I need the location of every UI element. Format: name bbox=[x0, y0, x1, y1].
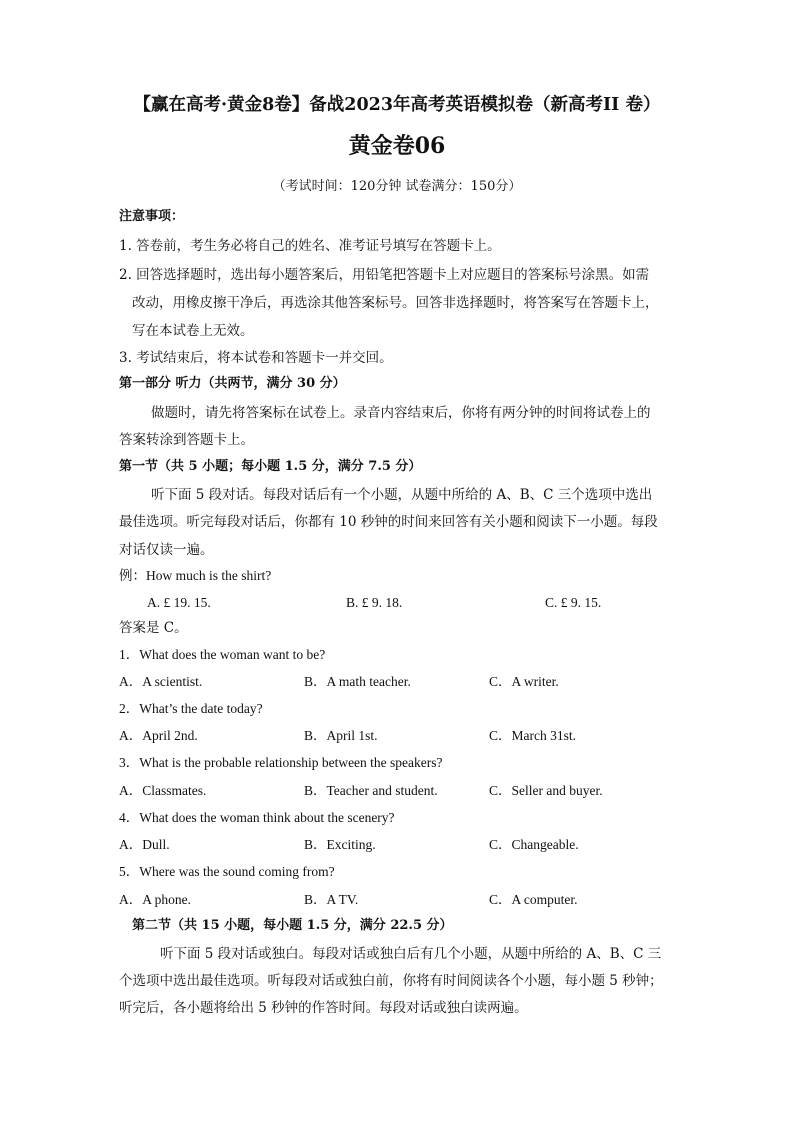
exam-info: （考试时间：120分钟 试卷满分：150分） bbox=[272, 179, 522, 194]
section1-heading: 第一节（共 5 小题；每小题 1.5 分，满分 7.5 分） bbox=[119, 459, 422, 474]
paper-subtitle: 黄金卷06 bbox=[348, 133, 446, 159]
section1-intro-line3: 对话仅读一遍。 bbox=[119, 542, 214, 558]
question-2: 2．What’s the date today? bbox=[119, 701, 263, 716]
section2-heading: 第二节（共 15 小题，每小题 1.5 分，满分 22.5 分） bbox=[132, 918, 453, 933]
question-3-option-b: B．Teacher and student. bbox=[304, 783, 438, 798]
question-3-option-a: A．Classmates. bbox=[119, 783, 207, 798]
section1-intro-line1: 听下面 5 段对话。每段对话后有一个小题，从题中所给的 A、B、C 三个选项中选出 bbox=[151, 487, 653, 503]
note-item-2-line3: 写在本试卷上无效。 bbox=[132, 323, 254, 339]
question-5-option-a: A．A phone. bbox=[119, 892, 191, 907]
question-5: 5．Where was the sound coming from? bbox=[119, 864, 335, 879]
example-option-a: A. £ 19. 15. bbox=[147, 595, 211, 610]
question-1-option-b: B．A math teacher. bbox=[304, 674, 411, 689]
note-item-3: 3. 考试结束后，将本试卷和答题卡一并交回。 bbox=[119, 350, 393, 366]
question-4: 4．What does the woman think about the scenery? bbox=[119, 810, 395, 825]
question-1-option-a: A．A scientist. bbox=[119, 674, 203, 689]
example-question: 例：How much is the shirt? bbox=[119, 568, 272, 583]
question-4-option-a: A．Dull. bbox=[119, 837, 170, 852]
exam-title: 【赢在高考·黄金8卷】备战2023年高考英语模拟卷（新高考II 卷） bbox=[133, 95, 661, 115]
section2-intro-line3: 听完后，各小题将给出 5 秒钟的作答时间。每段对话或独白读两遍。 bbox=[119, 1000, 528, 1016]
note-item-2-line2: 改动，用橡皮擦干净后，再选涂其他答案标号。回答非选择题时，将答案写在答题卡上， bbox=[132, 295, 659, 311]
note-item-1: 1. 答卷前，考生务必将自己的姓名、准考证号填写在答题卡上。 bbox=[119, 238, 501, 254]
question-2-option-c: C．March 31st. bbox=[489, 728, 576, 743]
question-2-option-b: B．April 1st. bbox=[304, 728, 378, 743]
part1-intro-line2: 答案转涂到答题卡上。 bbox=[119, 432, 254, 448]
question-1: 1．What does the woman want to be? bbox=[119, 647, 326, 662]
question-1-option-c: C．A writer. bbox=[489, 674, 559, 689]
example-option-b: B. £ 9. 18. bbox=[346, 595, 403, 610]
question-4-option-c: C．Changeable. bbox=[489, 837, 579, 852]
section2-intro-line1: 听下面 5 段对话或独白。每段对话或独白后有几个小题，从题中所给的 A、B、C 三 bbox=[160, 946, 662, 962]
question-3: 3．What is the probable relationship between the speakers? bbox=[119, 755, 443, 770]
question-5-option-c: C．A computer. bbox=[489, 892, 578, 907]
question-4-option-b: B．Exciting. bbox=[304, 837, 376, 852]
part1-intro-line1: 做题时，请先将答案标在试卷上。录音内容结束后，你将有两分钟的时间将试卷上的 bbox=[151, 405, 651, 421]
question-2-option-a: A．April 2nd. bbox=[119, 728, 198, 743]
part1-heading: 第一部分 听力（共两节，满分 30 分） bbox=[119, 376, 346, 391]
note-item-2-line1: 2. 回答选择题时，选出每小题答案后，用铅笔把答题卡上对应题目的答案标号涂黑。如需 bbox=[119, 267, 650, 283]
question-5-option-b: B．A TV. bbox=[304, 892, 359, 907]
section2-intro-line2: 个选项中选出最佳选项。听每段对话或独白前，你将有时间阅读各个小题，每小题 5 秒钟； bbox=[119, 973, 663, 989]
notes-heading: 注意事项： bbox=[119, 209, 185, 224]
section1-intro-line2: 最佳选项。听完每段对话后，你都有 10 秒钟的时间来回答有关小题和阅读下一小题。每段 bbox=[119, 514, 658, 530]
example-option-c: C. £ 9. 15. bbox=[545, 595, 602, 610]
question-3-option-c: C．Seller and buyer. bbox=[489, 783, 603, 798]
example-answer: 答案是 C。 bbox=[119, 620, 188, 636]
